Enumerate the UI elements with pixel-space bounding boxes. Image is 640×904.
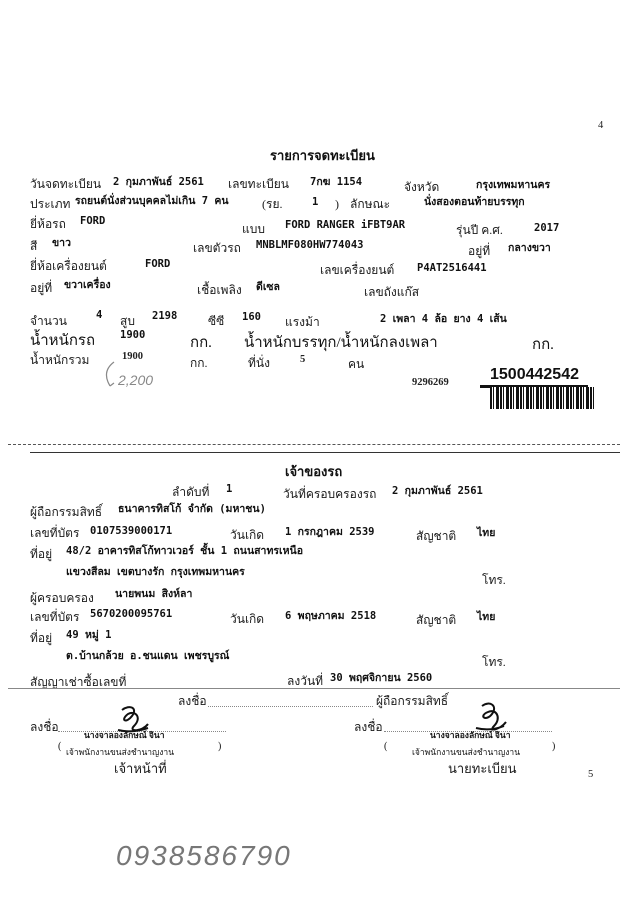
- right-official-name: นางจาลองลักษณ์ จินา: [430, 730, 511, 740]
- page-number-top: 4: [598, 120, 604, 131]
- count-value: 4: [96, 309, 103, 321]
- holder-sign-line: [208, 706, 373, 707]
- engine-brand-label: ยี่ห้อเครื่องยนต์: [30, 259, 107, 273]
- right-official-role: นายทะเบียน: [448, 761, 517, 776]
- model-year-value: 2017: [534, 222, 560, 234]
- color-value: ขาว: [52, 237, 71, 249]
- nat1-label: สัญชาติ: [416, 529, 457, 543]
- reg-date-value: 2 กุมภาพันธ์ 2561: [113, 176, 204, 188]
- rs-close: ): [335, 197, 339, 211]
- addr2-line2: ต.บ้านกล้วย อ.ชนแดน เพชรบูรณ์: [66, 650, 230, 662]
- handwritten-weight: 2,200: [118, 372, 154, 388]
- hp-value: 160: [242, 311, 261, 323]
- right-paren-close: ): [552, 741, 556, 752]
- sign-date-value: 30 พฤศจิกายน 2560: [330, 672, 433, 684]
- dob1-value: 1 กรกฎาคม 2539: [285, 526, 375, 538]
- province-label: จังหวัด: [404, 180, 440, 194]
- engine-loc-label: อยู่ที่: [30, 281, 53, 295]
- cylinder-label: สูบ: [120, 314, 135, 328]
- book-number: 1500442542: [490, 366, 579, 383]
- engine-brand-value: FORD: [145, 258, 171, 270]
- seats-value: 5: [300, 354, 306, 365]
- id2-value: 5670200095761: [90, 608, 173, 620]
- seq-label: ลำดับที่: [172, 485, 210, 499]
- own-date-label: วันที่ครอบครองรถ: [283, 487, 377, 501]
- owner-title: เจ้าของรถ: [285, 464, 343, 479]
- right-sign-label: ลงชื่อ: [354, 720, 383, 734]
- character-value: นั่งสองตอนท้ายบรรทุก: [424, 196, 525, 208]
- brand-value: FORD: [80, 215, 106, 227]
- type-value: รถยนต์นั่งส่วนบุคคลไม่เกิน 7 คน: [75, 195, 229, 207]
- plate-label: เลขทะเบียน: [228, 177, 289, 191]
- load-label: น้ำหนักบรรทุก/น้ำหนักลงเพลา: [244, 335, 438, 351]
- reg-date-label: วันจดทะเบียน: [30, 177, 102, 191]
- axles-value: 2 เพลา 4 ล้อ ยาง 4 เส้น: [380, 313, 507, 325]
- fuel-value: ดีเซล: [256, 281, 280, 293]
- engine-no-value: P4AT2516441: [417, 262, 487, 274]
- fuel-label: เชื้อเพลิง: [197, 283, 242, 297]
- model-year-label: รุ่นปี ค.ศ.: [456, 223, 503, 237]
- chassis-loc-value: กลางขวา: [508, 242, 551, 254]
- own-date-value: 2 กุมภาพันธ์ 2561: [392, 485, 483, 497]
- model-label: แบบ: [242, 222, 265, 236]
- addr1-line2: แขวงสีลม เขตบางรัก กรุงเทพมหานคร: [66, 566, 245, 578]
- brand-label: ยี่ห้อรถ: [30, 217, 66, 231]
- left-paren-close: ): [218, 741, 222, 752]
- right-paren-open: (: [384, 741, 388, 752]
- id1-value: 0107539000171: [90, 525, 173, 537]
- persons-label: คน: [348, 357, 365, 371]
- gross-value: 1900: [122, 351, 143, 362]
- kg-label-1: กก.: [190, 335, 212, 351]
- left-official-role: เจ้าหน้าที่: [114, 761, 167, 776]
- book-number-box: [480, 365, 588, 388]
- weight-value: 1900: [120, 329, 146, 341]
- cc-label: ซีซี: [208, 314, 225, 328]
- hp-label: แรงม้า: [285, 315, 320, 329]
- dob1-label: วันเกิด: [230, 528, 265, 542]
- tear-line: [8, 444, 620, 445]
- barcode: [490, 387, 596, 409]
- rs-value: 1: [312, 196, 319, 208]
- left-sign-label: ลงชื่อ: [30, 720, 59, 734]
- page-number-bottom: 5: [588, 769, 594, 780]
- plate-value: 7กฆ 1154: [310, 176, 363, 188]
- right-official-org: เจ้าพนักงานขนส่งชำนาญงาน: [412, 747, 521, 757]
- section-divider: [30, 452, 620, 453]
- engine-no-label: เลขเครื่องยนต์: [320, 263, 395, 277]
- cc-value: 2198: [152, 310, 178, 322]
- addr1-line1: 48/2 อาคารทิสโก้ทาวเวอร์ ชั้น 1 ถนนสาทรเหนือ: [66, 545, 304, 557]
- chassis-label: เลขตัวรถ: [193, 241, 241, 255]
- color-label: สี: [30, 239, 38, 253]
- chassis-value: MNBLMF080HW774043: [256, 239, 364, 251]
- holder-value: ธนาคารทิสโก้ จำกัด (มหาชน): [118, 503, 266, 515]
- id2-label: เลขที่บัตร: [30, 610, 80, 624]
- dob2-value: 6 พฤษภาคม 2518: [285, 610, 377, 622]
- chassis-loc-label: อยู่ที่: [468, 244, 491, 258]
- possessor-value: นายพนม สิงห์ลา: [115, 588, 193, 600]
- tel2-label: โทร.: [482, 655, 506, 669]
- type-label: ประเภท: [30, 197, 71, 211]
- addr2-label: ที่อยู่: [30, 631, 53, 645]
- count-label: จำนวน: [30, 314, 67, 328]
- nat2-label: สัญชาติ: [416, 613, 457, 627]
- id1-label: เลขที่บัตร: [30, 526, 80, 540]
- gross-label: น้ำหนักรวม: [30, 353, 90, 367]
- model-value: FORD RANGER iFBT9AR: [285, 219, 406, 231]
- kg-label-2: กก.: [532, 337, 554, 353]
- province-value: กรุงเทพมหานคร: [476, 179, 551, 191]
- addr1-label: ที่อยู่: [30, 547, 53, 561]
- tel1-label: โทร.: [482, 573, 506, 587]
- seats-label: ที่นั่ง: [248, 356, 270, 370]
- rs-label: (รย.: [262, 197, 283, 211]
- kg-label-3: กก.: [190, 356, 208, 370]
- seq-value: 1: [226, 483, 233, 495]
- engine-loc-value: ขวาเครื่อง: [64, 279, 111, 291]
- left-paren-open: (: [58, 741, 62, 752]
- sign-date-label: ลงวันที่: [287, 674, 324, 688]
- left-official-name: นางจาลองลักษณ์ จินา: [84, 730, 165, 740]
- registration-title: รายการจดทะเบียน: [270, 148, 375, 163]
- weight-label: น้ำหนักรถ: [30, 333, 96, 349]
- doc-number: 9296269: [412, 377, 449, 388]
- holder-sig-label: ผู้ถือกรรมสิทธิ์: [376, 694, 449, 708]
- sign-label-1: ลงชื่อ: [178, 694, 207, 708]
- holder-label: ผู้ถือกรรมสิทธิ์: [30, 505, 103, 519]
- dob2-label: วันเกิด: [230, 612, 265, 626]
- left-official-org: เจ้าพนักงานขนส่งชำนาญงาน: [66, 747, 175, 757]
- possessor-label: ผู้ครอบครอง: [30, 591, 94, 605]
- character-label: ลักษณะ: [350, 197, 391, 211]
- owner-bottom-line: [8, 688, 620, 689]
- handwritten-phone: 0938586790: [116, 840, 292, 871]
- gas-tank-label: เลขถังแก๊ส: [364, 285, 420, 299]
- contract-label: สัญญาเช่าซื้อเลขที่: [30, 675, 127, 689]
- nat1-value: ไทย: [477, 527, 496, 539]
- nat2-value: ไทย: [477, 611, 496, 623]
- addr2-line1: 49 หมู่ 1: [66, 629, 112, 641]
